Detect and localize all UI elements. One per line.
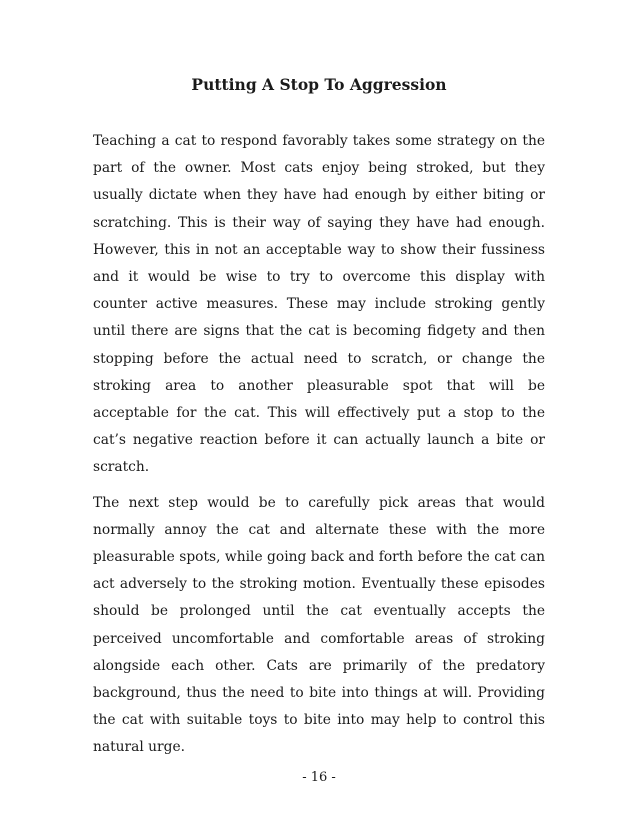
paragraph: Teaching a cat to respond favorably takes some strategy on the part of the owner. Most cats enjoy being stroked, but they usually dictate when they have had enough by either biting or scratching. This is their way of saying they have had enough. However, this in not an acceptable way to show their fussiness and it would be wise to try to overcome this display with counter active measures. These may include stroking gently until there are signs that the cat is becoming fidgety and then stopping before the actual need to scratch, or change the stroking area to another pleasurable spot that will be acceptable for the cat. This will effectively put a stop to the cat’s negative reaction before it can actually launch a bite or scratch.	[93, 133, 545, 476]
page-number: - 16 -	[302, 770, 336, 785]
paragraph: The next step would be to carefully pick areas that would normally annoy the cat and alternate these with the more pleasurable spots, while going back and forth before the cat can act adversely to the stroking motion. Eventually these episodes should be prolonged until the cat eventually accepts the perceived uncomfortable and comfortable areas of stroking alongside each other. Cats are primarily of the predatory background, thus the need to bite into things at will. Providing the cat with suitable toys to bite into may help to control this natural urge.	[93, 494, 545, 756]
page-title: Putting A Stop To Aggression	[191, 75, 447, 94]
body-text	[93, 128, 545, 762]
